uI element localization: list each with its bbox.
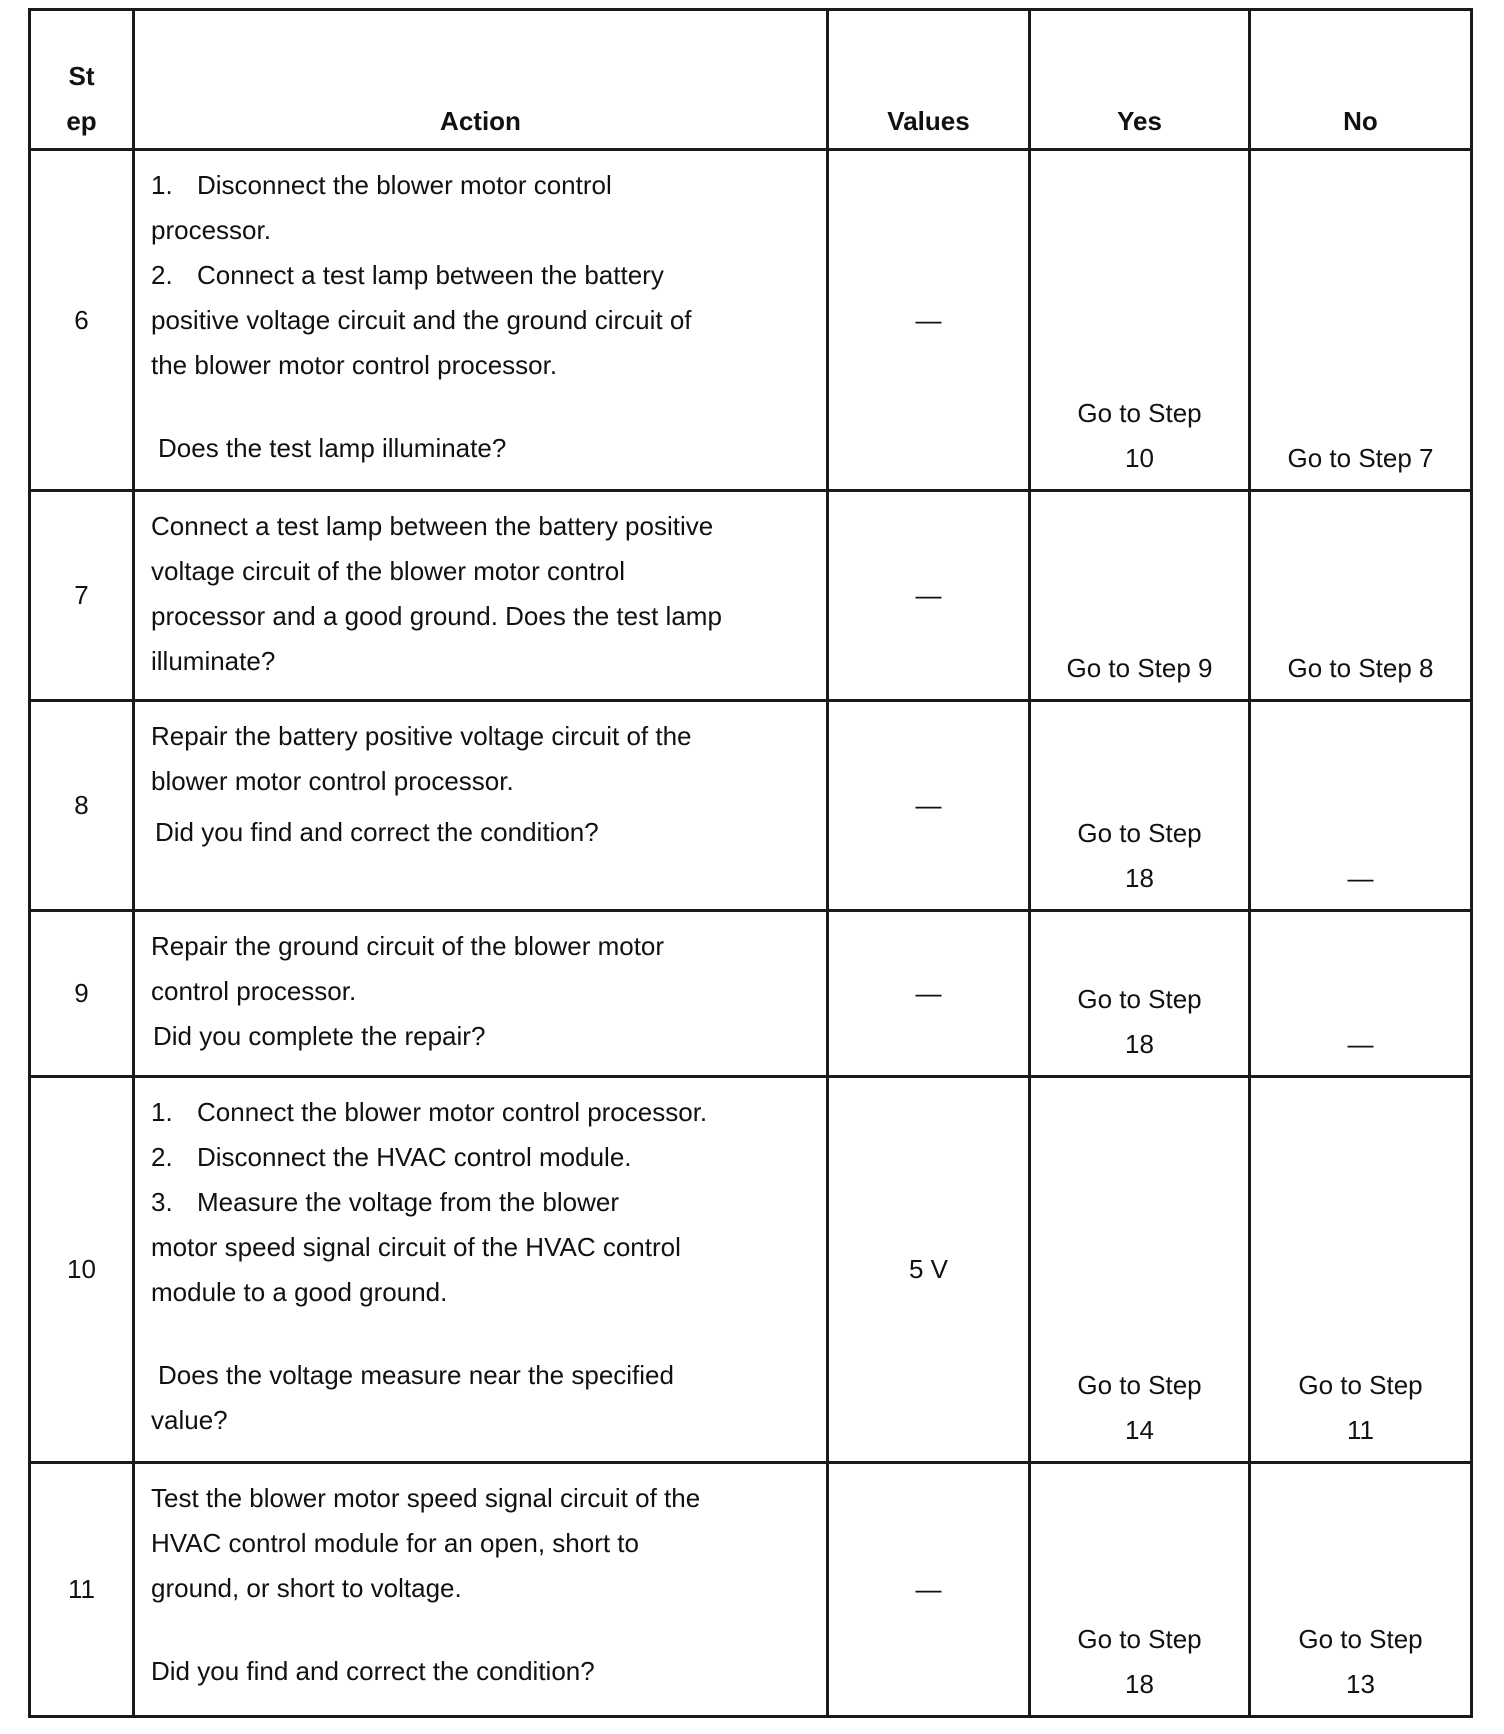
header-yes: Yes (1030, 10, 1250, 150)
header-action: Action (134, 10, 828, 150)
action-cell: 1. Disconnect the blower motor control processor. 2. Connect a test lamp between the battery positive voltage circuit and the ground circuit of the blower motor control processor. Does the test lamp illuminate? (134, 150, 828, 491)
action-cell: 1. Connect the blower motor control processor. 2. Disconnect the HVAC control module. 3. Measure the voltage from the blower motor speed signal circuit of the HVAC control module to a good ground. Does the voltage measure near the specified value? (134, 1077, 828, 1463)
step-number: 8 (30, 701, 134, 911)
table-row-step-10 (30, 1077, 1472, 1463)
no-cell: Go to Step 13 (1250, 1463, 1472, 1717)
no-cell: — (1250, 911, 1472, 1077)
yes-cell: Go to Step 18 (1030, 701, 1250, 911)
value-cell: — (828, 1463, 1030, 1717)
step-number: 11 (30, 1463, 134, 1717)
step-number: 6 (30, 150, 134, 491)
value-cell: — (828, 150, 1030, 491)
table-row-step-9 (30, 911, 1472, 1077)
table-row-step-7 (30, 491, 1472, 701)
yes-cell: Go to Step 18 (1030, 911, 1250, 1077)
yes-cell: Go to Step 18 (1030, 1463, 1250, 1717)
yes-cell: Go to Step 9 (1030, 491, 1250, 701)
step-number: 9 (30, 911, 134, 1077)
no-cell: Go to Step 11 (1250, 1077, 1472, 1463)
yes-cell: Go to Step 14 (1030, 1077, 1250, 1463)
action-cell: Connect a test lamp between the battery positive voltage circuit of the blower motor control processor and a good ground. Does the test lamp illuminate? (134, 491, 828, 701)
no-cell: Go to Step 7 (1250, 150, 1472, 491)
header-no: No (1250, 10, 1472, 150)
step-number: 7 (30, 491, 134, 701)
header-step: St ep (30, 10, 134, 150)
diagnostic-table (28, 8, 1473, 1718)
value-cell: — (828, 911, 1030, 1077)
header-row (30, 10, 1472, 150)
action-cell: Repair the ground circuit of the blower motor control processor. Did you complete the repair? (134, 911, 828, 1077)
value-cell: — (828, 491, 1030, 701)
table-row-step-11 (30, 1463, 1472, 1717)
table-row-step-8 (30, 701, 1472, 911)
action-cell: Repair the battery positive voltage circuit of the blower motor control processor. Did you find and correct the condition? (134, 701, 828, 911)
table-row-step-6 (30, 150, 1472, 491)
yes-cell: Go to Step 10 (1030, 150, 1250, 491)
header-values: Values (828, 10, 1030, 150)
step-number: 10 (30, 1077, 134, 1463)
no-cell: — (1250, 701, 1472, 911)
action-cell: Test the blower motor speed signal circuit of the HVAC control module for an open, short to ground, or short to voltage. Did you find and correct the condition? (134, 1463, 828, 1717)
value-cell: — (828, 701, 1030, 911)
value-cell: 5 V (828, 1077, 1030, 1463)
no-cell: Go to Step 8 (1250, 491, 1472, 701)
